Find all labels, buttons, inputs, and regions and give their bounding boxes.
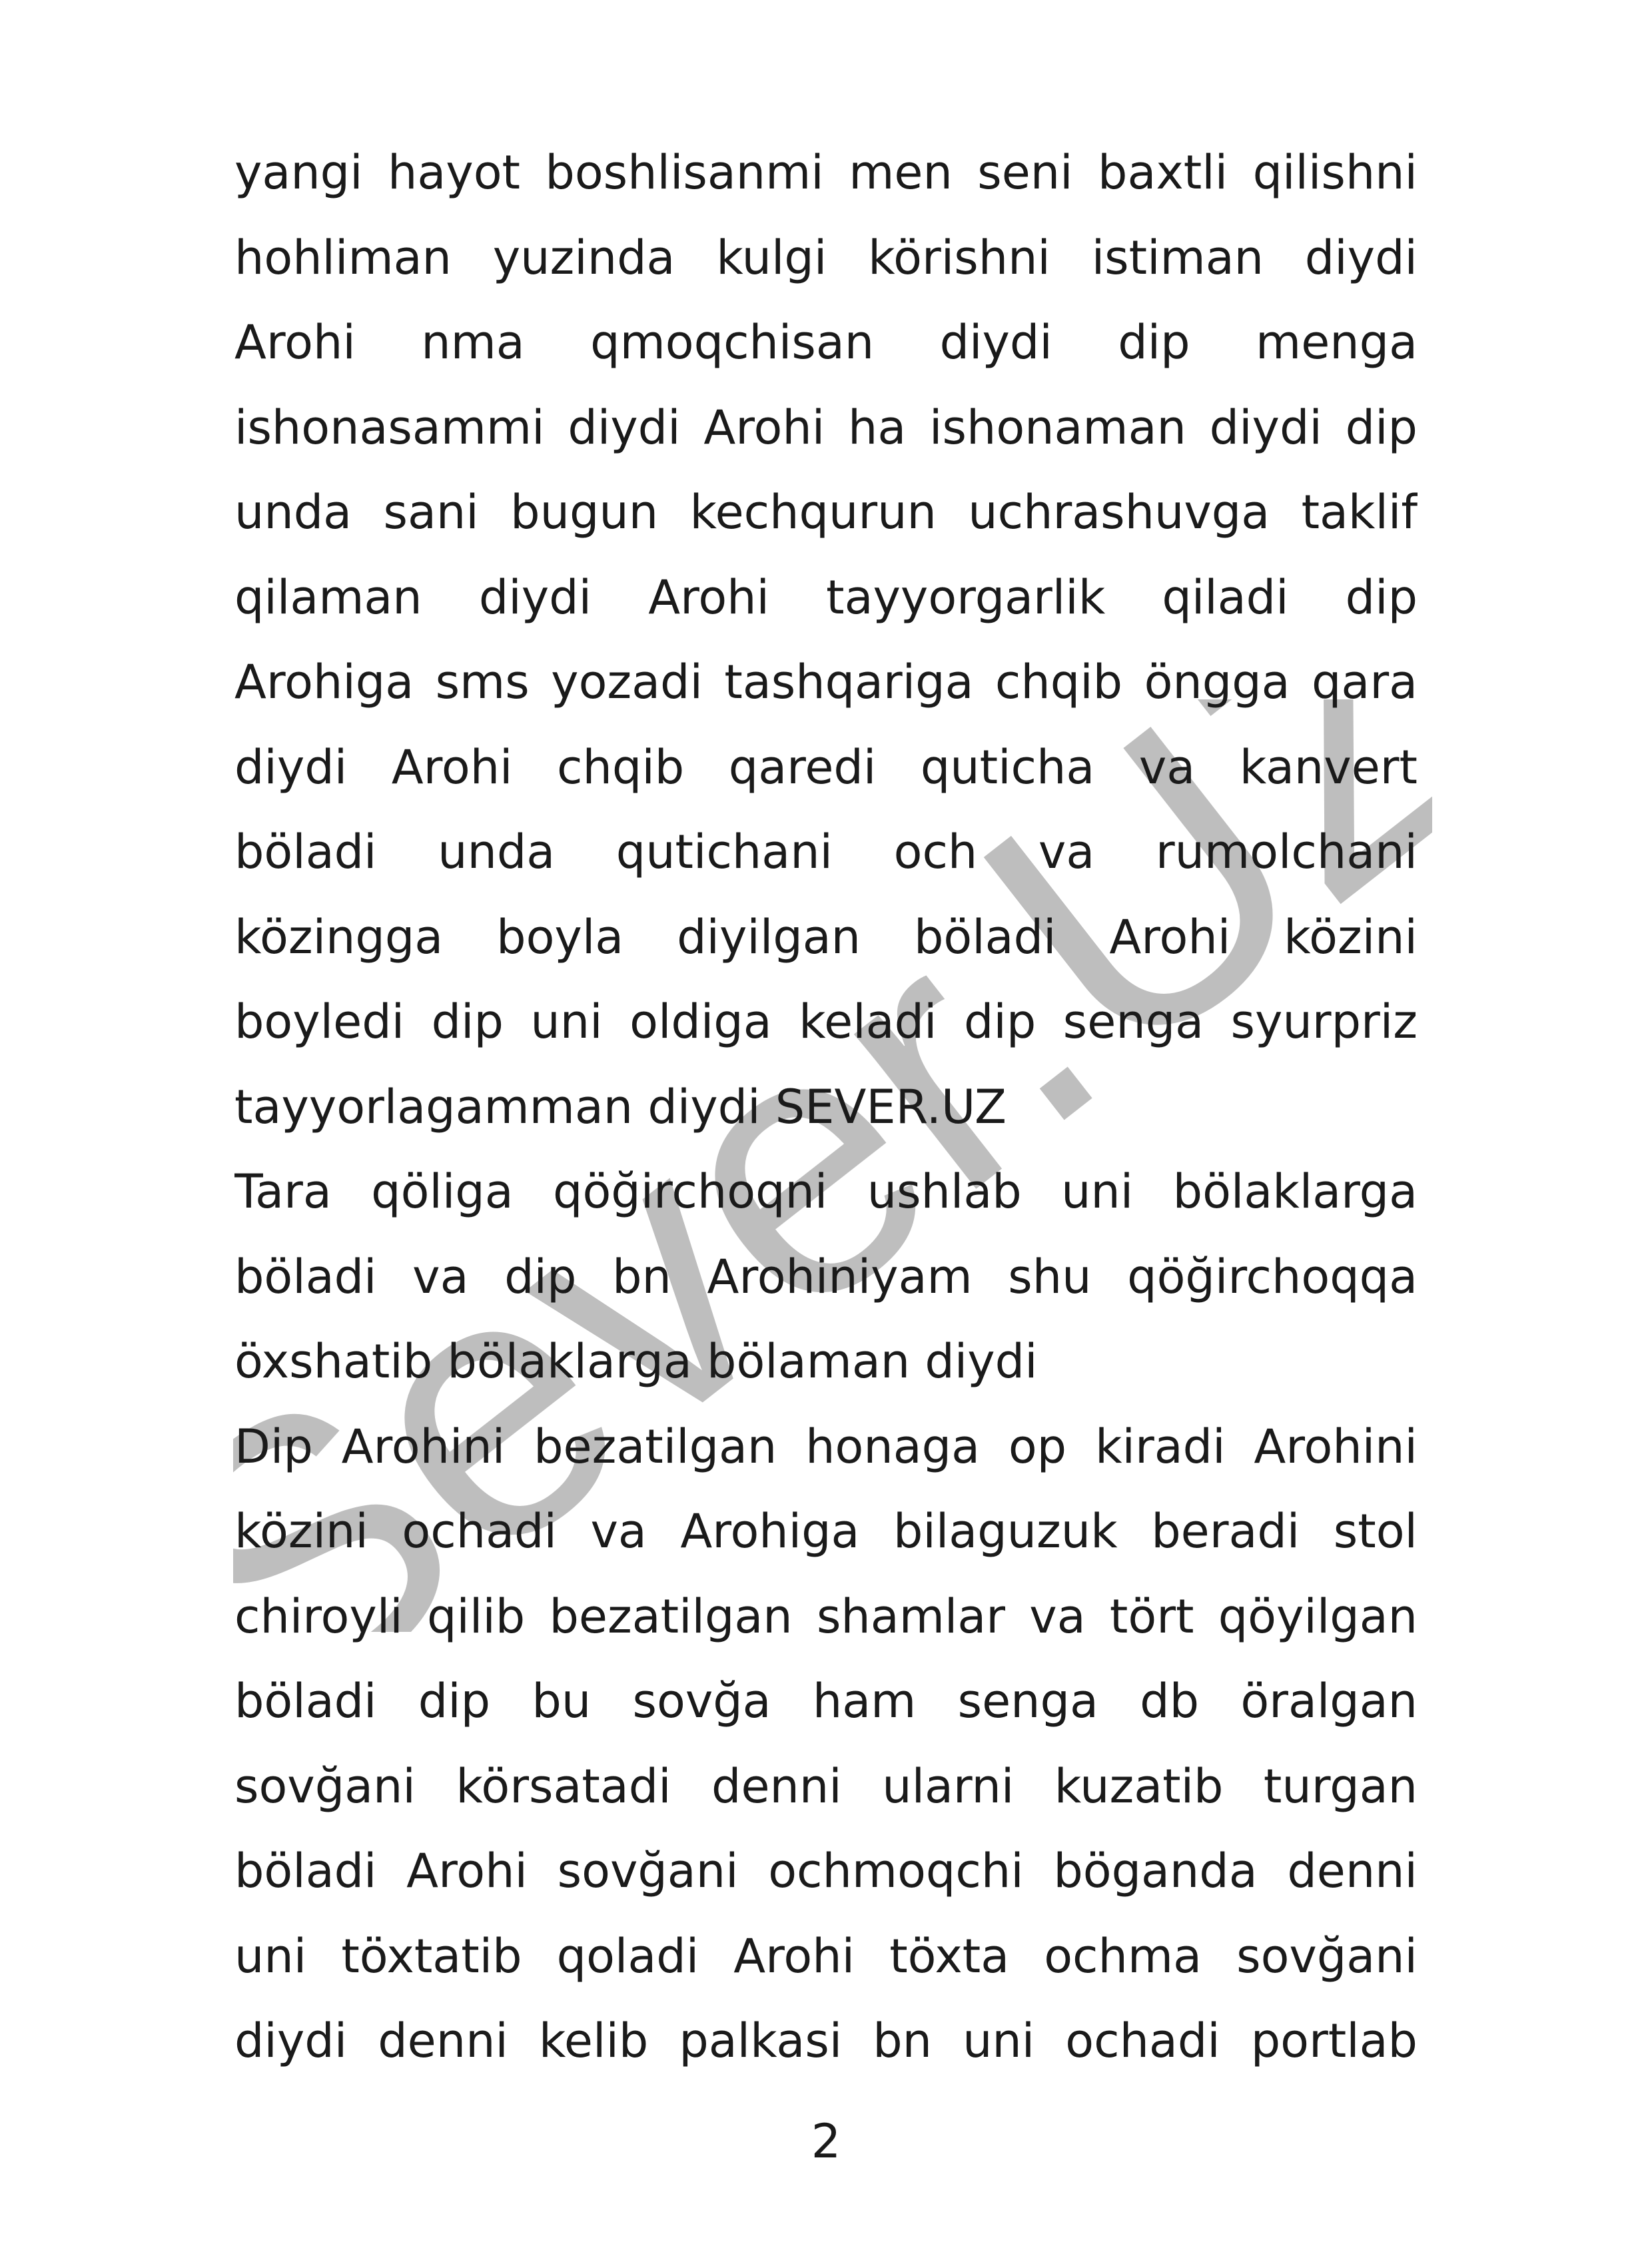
text-line: unda sani bugun kechqurun uchrashuvga taklif xyxy=(234,485,1418,540)
text-line: böladi unda qutichani och va rumolchani xyxy=(234,825,1418,879)
text-line: qilaman diydi Arohi tayyorgarlik qiladi dip xyxy=(234,569,1418,625)
text-line: közini ochadi va Arohiga bilaguzuk beradi stol xyxy=(234,1504,1418,1559)
text-line: chiroyli qilib bezatilgan shamlar va tört qöyilgan xyxy=(234,1589,1418,1644)
page-number: 2 xyxy=(811,2114,841,2169)
text-line: boyledi dip uni oldiga keladi dip senga syurpriz xyxy=(234,994,1418,1049)
text-line: sovğani körsatadi denni ularni kuzatib turgan xyxy=(234,1758,1418,1814)
text-line: uni töxtatib qoladi Arohi töxta ochma sovğani xyxy=(234,1928,1418,1984)
text-line: Arohiga sms yozadi tashqariga chqib öngga qara xyxy=(234,655,1418,709)
text-line: ishonasammi diydi Arohi ha ishonaman diydi dip xyxy=(234,400,1418,455)
watermark-text: Sever.UZ xyxy=(233,699,1432,1632)
text-line: öxshatib bölaklarga bölaman diydi xyxy=(234,1334,1038,1389)
text-line: yangi hayot boshlisanmi men seni baxtli qilishni xyxy=(234,145,1418,200)
text-line: Dip Arohini bezatilgan honaga op kiradi Arohini xyxy=(234,1419,1418,1474)
text-line: tayyorlagamman diydi SEVER.UZ xyxy=(234,1079,1007,1134)
text-line: diydi denni kelib palkasi bn uni ochadi portlab xyxy=(234,2014,1418,2068)
text-line: hohliman yuzinda kulgi körishni istiman diydi xyxy=(234,230,1418,285)
text-line: diydi Arohi chqib qaredi quticha va kanvert xyxy=(234,739,1418,795)
text-line: Tara qöliga qöğirchoqni ushlab uni bölaklarga xyxy=(234,1164,1418,1219)
text-line: közingga boyla diyilgan böladi Arohi közini xyxy=(234,909,1418,964)
text-line: böladi va dip bn Arohiniyam shu qöğirchoqqa xyxy=(234,1249,1418,1304)
text-line: böladi Arohi sovğani ochmoqchi böganda denni xyxy=(234,1844,1418,1898)
text-line: böladi dip bu sovğa ham senga db öralgan xyxy=(234,1674,1418,1728)
body-text xyxy=(234,131,1418,2084)
text-line: Arohi nma qmoqchisan diydi dip menga xyxy=(234,315,1418,370)
